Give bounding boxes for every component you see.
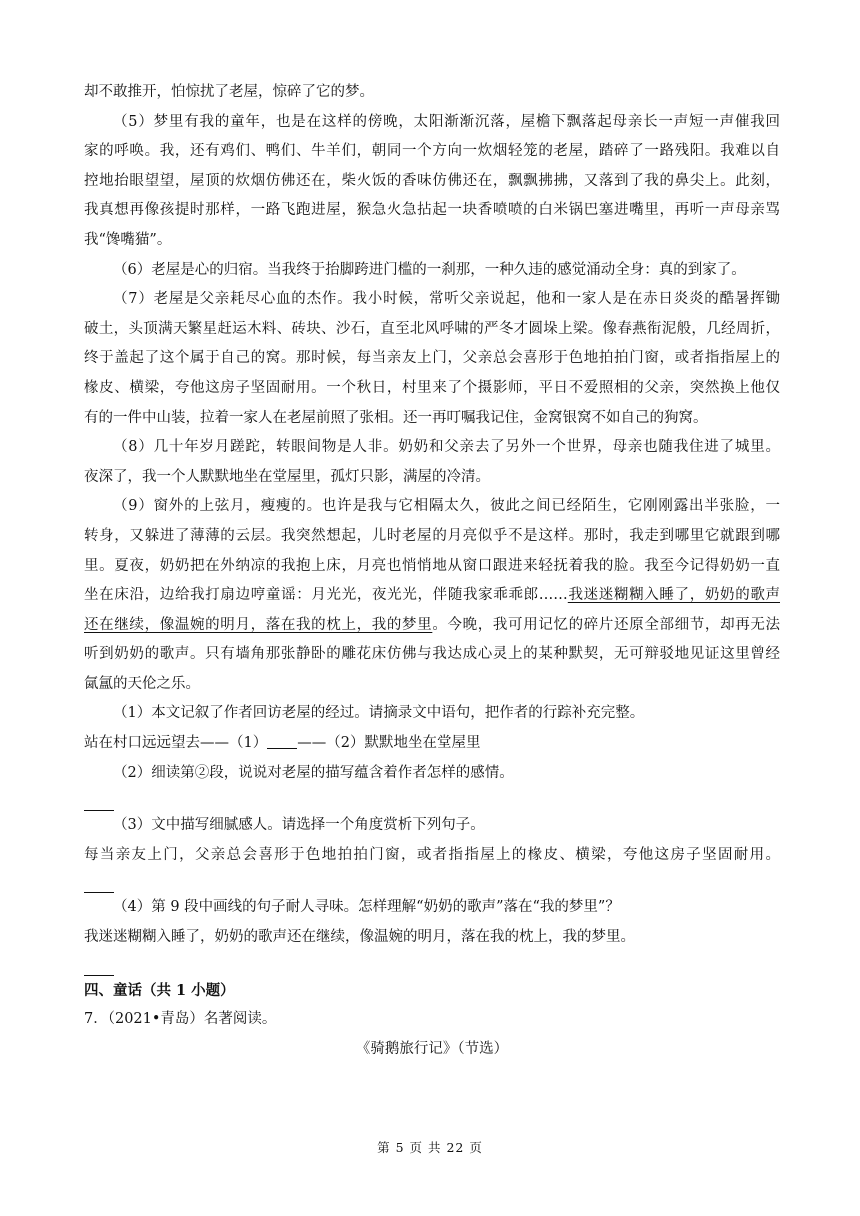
question-4: （4）第 9 段中画线的句子耐人寻味。怎样理解“奶奶的歌声”落在“我的梦里”？ <box>113 899 620 916</box>
document-page <box>84 78 780 1064</box>
paragraph-8-line: 夜深了，我一个人默默地坐在堂屋里，孤灯只影，满屋的冷清。 <box>84 468 490 485</box>
paragraph-line: 却不敢推开，怕惊扰了老屋，惊碎了它的梦。 <box>84 84 374 100</box>
paragraph-5-line: 我真想再像孩提时那样，一路飞跑进屋，猴急火急拈起一块香喷喷的白米锅巴塞进嘴里，再听一声母亲骂 <box>84 202 780 219</box>
question-2-answer-line[interactable] <box>84 788 780 811</box>
paragraph-9-line <box>84 611 780 641</box>
paragraph-9-line: （9）窗外的上弦月，瘦瘦的。也许是我与它相隔太久，彼此之间已经陌生，它刚刚露出半张脸，一 <box>113 498 780 515</box>
question-3-answer-line[interactable] <box>84 870 780 893</box>
text-span: 坐在床沿，边给我打扇边哼童谣：月光光，夜光光，伴随我家乖乖郎…… <box>84 587 568 604</box>
question-4-answer-line[interactable] <box>84 953 780 976</box>
question-3: （3）文中描写细腻感人。请选择一个角度赏析下列句子。 <box>113 817 485 834</box>
question-1: （1）本文记叙了作者回访老屋的经过。请摘录文中语句，把作者的行踪补充完整。 <box>113 705 645 722</box>
underlined-sentence: 还在继续，像温婉的明月，落在我的枕上，我的梦里 <box>84 616 433 633</box>
paragraph-9-line <box>84 581 780 611</box>
question-1-fill <box>84 729 780 759</box>
section-title: 四、童话（共 1 小题） <box>84 981 235 999</box>
question-7: 7．（2021•青岛）名著阅读。 <box>84 1011 277 1028</box>
page-footer: 第 5 页 共 22 页 <box>377 1140 483 1155</box>
question-4-quote: 我迷迷糊糊入睡了，奶奶的歌声还在继续，像温婉的明月，落在我的枕上，我的梦里。 <box>84 929 635 946</box>
fill-prefix: 站在村口远远望去——（1） <box>84 735 268 752</box>
answer-rule[interactable] <box>84 953 114 976</box>
fill-suffix: ——（2）默默地坐在堂屋里 <box>297 735 481 752</box>
paragraph-7-line: 破土，头顶满天繁星赶运木料、砖块、沙石，直至北风呼啸的严冬才圆垛上梁。像春燕衔泥般，几经周折， <box>84 320 780 337</box>
text-span: 。今晚，我可用记忆的碎片还原全部细节，却再无法 <box>432 616 780 633</box>
underlined-sentence: 我迷迷糊糊入睡了，奶奶的歌声 <box>567 587 780 604</box>
paragraph-9-line: 氤氲的天伦之乐。 <box>84 675 200 692</box>
paragraph-7-line: 有的一件中山装，拉着一家人在老屋前照了张相。还一再叮嘱我记住，金窝银窝不如自己的狗窝。 <box>84 409 708 426</box>
answer-rule[interactable] <box>84 870 114 893</box>
paragraph-9-line: 听到奶奶的歌声。只有墙角那张静卧的雕花床仿佛与我达成心灵上的某种默契，无可辩驳地见证这里曾经 <box>84 646 780 663</box>
question-3-quote: 每当亲友上门，父亲总会喜形于色地拍拍门窗，或者指指屋上的椽皮、横梁，夸他这房子坚固耐用。 <box>84 846 780 863</box>
paragraph-5-line: 控地抬眼望望，屋顶的炊烟仿佛还在，柴火饭的香味仿佛还在，飘飘拂拂，又落到了我的鼻尖上。此刻， <box>84 172 780 189</box>
paragraph-5-line: 家的呼唤。我，还有鸡们、鸭们、牛羊们，朝同一个方向一炊烟轻笼的老屋，踏碎了一路残阳。我难以自 <box>84 143 780 160</box>
paragraph-7-line: 椽皮、横梁，夸他这房子坚固耐用。一个秋日，村里来了个摄影师，平日不爱照相的父亲，突然换上他仅 <box>84 379 780 396</box>
paragraph-5-line: 我“馋嘴猫”。 <box>84 231 172 248</box>
paragraph-6-line: （6）老屋是心的归宿。当我终于抬脚跨进门槛的一刹那，一种久违的感觉涌动全身：真的到家了。 <box>113 261 746 278</box>
answer-blank[interactable] <box>267 734 297 750</box>
paragraph-9-line: 转身，又躲进了薄薄的云层。我突然想起，儿时老屋的月亮似乎不是这样。那时，我走到哪里它就跟到哪 <box>84 527 780 544</box>
paragraph-9-line: 里。夏夜，奶奶把在外纳凉的我抱上床，月亮也悄悄地从窗口跟进来轻抚着我的脸。我至今记得奶奶一直 <box>84 557 780 574</box>
paragraph-7-line: （7）老屋是父亲耗尽心血的杰作。我小时候，常听父亲说起，他和一家人是在赤日炎炎的酷暑挥锄 <box>113 291 780 308</box>
excerpt-title: 《骑鹅旅行记》（节选） <box>355 1040 509 1057</box>
question-2: （2）细读第②段，说说对老屋的描写蕴含着作者怎样的感情。 <box>113 764 514 781</box>
paragraph-5-line: （5）梦里有我的童年，也是在这样的傍晚，太阳渐渐沉落，屋檐下飘落起母亲长一声短一声催我回 <box>113 113 780 130</box>
paragraph-7-line: 终于盖起了这个属于自己的窝。那时候，每当亲友上门，父亲总会喜形于色地拍拍门窗，或者指指屋上的 <box>84 350 780 367</box>
answer-rule[interactable] <box>84 788 114 811</box>
paragraph-8-line: （8）几十年岁月蹉跎，转眼间物是人非。奶奶和父亲去了另外一个世界，母亲也随我住进了城里。 <box>113 439 780 456</box>
